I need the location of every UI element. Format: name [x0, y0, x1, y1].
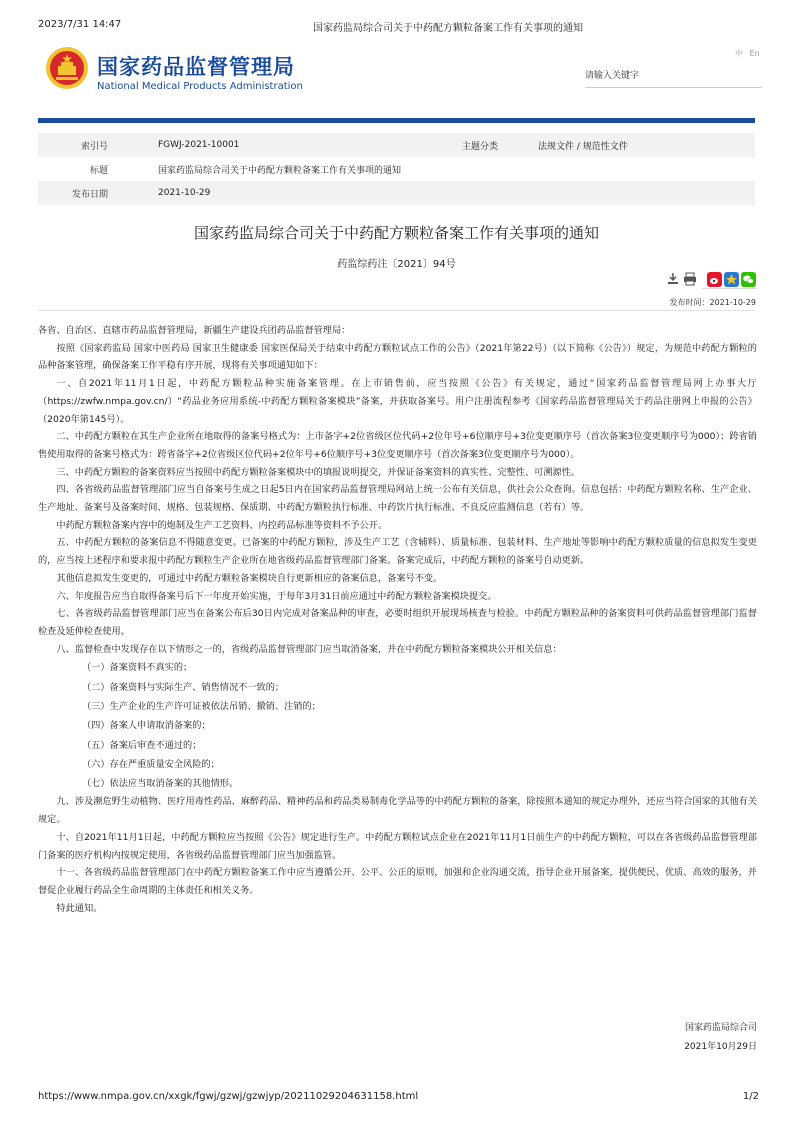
print-header	[38, 19, 759, 33]
date-label: 发布日期	[38, 181, 158, 205]
search-input[interactable]: 请输入关键字	[585, 71, 640, 81]
site-logo[interactable]	[45, 46, 345, 96]
list-item: （三）生产企业的生产许可证被依法吊销、撤销、注销的；	[82, 700, 321, 712]
body-paragraph: 三、中药配方颗粒的备案资料应当按照中药配方颗粒备案模块中的填报说明提交，并保证备案资料的真实性、完整性、可溯源性。	[56, 466, 581, 478]
category-label: 主题分类	[418, 133, 538, 157]
national-emblem-icon	[45, 46, 89, 90]
body-paragraph: 特此通知。	[56, 902, 103, 914]
body-paragraph: 五、中药配方颗粒的备案信息不得随意变更。已备案的中药配方颗粒，涉及生产工艺（含辅料）、质量标准、包装材料、生产地址等影响中药配方颗粒质量的信息拟发生变更的，应当按上述程序和要求报中药配方颗粒生产企业所在地省级药品监督管理部门备案。备案完成后，中药配方颗粒的备案号自动更新。	[38, 537, 757, 567]
document-body	[38, 322, 757, 917]
sign-date: 2021年10月29日	[684, 1042, 757, 1052]
list-item: （七）依法应当取消备案的其他情形。	[82, 778, 239, 790]
lang-en-link[interactable]: En	[749, 49, 760, 58]
language-switch	[731, 48, 760, 59]
print-datetime: 2023/7/31 14:47	[38, 19, 122, 30]
lang-zh-link[interactable]: 中	[735, 49, 743, 58]
toolbar-divider	[702, 288, 757, 289]
share-toolbar	[667, 272, 757, 288]
list-item: （六）存在严重质量安全风险的；	[82, 758, 220, 770]
body-paragraph: 十一、各省级药品监督管理部门在中药配方颗粒备案工作中应当遵循公开、公平、公正的原则，加强和企业沟通交流，指导企业开展备案，提供便民、优质、高效的服务，并督促企业履行药品全生命周期的主体责任和相关义务。	[38, 867, 757, 896]
weibo-share-icon[interactable]	[707, 272, 722, 287]
body-paragraph: 七、各省级药品监督管理部门应当在备案公布后30日内完成对备案品种的审查，必要时组织开展现场核查与检验。中药配方颗粒品种的备案资料可供药品监督管理部门监督检查及延伸检查使用。	[38, 608, 757, 637]
meta-row	[38, 157, 755, 181]
date-value: 2021-10-29	[158, 181, 755, 205]
addressee: 各省、自治区、直辖市药品监督管理局，新疆生产建设兵团药品监督管理局：	[38, 325, 351, 336]
site-name-en: National Medical Products Administration	[97, 81, 303, 92]
meta-row	[38, 181, 755, 205]
document-meta-table	[38, 133, 755, 205]
body-paragraph: 八、监督检查中发现存在以下情形之一的，省级药品监督管理部门应当取消备案，并在中药配方颗粒备案模块公开相关信息：	[56, 643, 562, 655]
document-number: 药监综药注〔2021〕94号	[337, 259, 456, 270]
body-paragraph: 九、涉及濒危野生动植物、医疗用毒性药品、麻醉药品、精神药品和药品类易制毒化学品等的中药配方颗粒的备案，除按照本通知的规定办理外，还应当符合国家的其他有关规定。	[38, 796, 757, 826]
index-label: 索引号	[38, 133, 158, 157]
meta-row	[38, 133, 755, 157]
page-number: 1/2	[742, 1091, 759, 1102]
category-value: 法规文件 / 规范性文件	[538, 133, 755, 157]
list-item: （二）备案资料与实际生产、销售情况不一致的；	[82, 681, 285, 693]
body-paragraph: 二、中药配方颗粒在其生产企业所在地取得的备案号格式为：上市备字+2位省级区位代码+2位年号+6位顺序号+3位变更顺序号（首次备案3位变更顺序号为000）；跨省销售使用取得的备案号格式为：跨省备字+2位省级区位代码+2位年号+6位顺序号+3位变更顺序号（首次备案3位变更顺序号为000）。	[38, 431, 757, 460]
body-paragraph: 中药配方颗粒备案内容中的炮制及生产工艺资料、内控药品标准等资料不予公开。	[56, 519, 388, 531]
search-box[interactable]	[585, 63, 762, 88]
print-page-title: 国家药监局综合司关于中药配方颗粒备案工作有关事项的通知	[313, 23, 583, 34]
list-item: （五）备案后审查不通过的；	[82, 739, 202, 751]
index-value: FGWJ-2021-10001	[158, 133, 418, 157]
title-value: 国家药监局综合司关于中药配方颗粒备案工作有关事项的通知	[158, 165, 402, 176]
body-paragraph: 六、年度报告应当自取得备案号后下一年度开始实施，于每年3月31日前应通过中药配方颗粒备案模块提交。	[56, 590, 497, 602]
list-item: （一）备案资料不真实的；	[82, 662, 193, 674]
signature: 国家药监局综合司	[684, 1023, 757, 1033]
document-title: 国家药监局综合司关于中药配方颗粒备案工作有关事项的通知	[193, 224, 599, 242]
site-name-cn: 国家药品监督管理局	[97, 55, 295, 79]
list-item: （四）备案人申请取消备案的；	[82, 720, 211, 732]
download-icon[interactable]	[667, 272, 679, 286]
title-label: 标题	[89, 165, 108, 176]
print-icon[interactable]	[683, 272, 697, 286]
body-paragraph: 按照《国家药监局 国家中医药局 国家卫生健康委 国家医保局关于结束中药配方颗粒试点工作的公告》（2021年第22号）（以下简称《公告》）规定，为规范中药配方颗粒的品种备案管理，确保备案工作平稳有序开展，现将有关事项通知如下：	[38, 342, 757, 372]
publish-time: 发布时间：2021-10-29	[669, 298, 756, 307]
header-divider-bar	[38, 118, 755, 123]
qzone-share-icon[interactable]	[724, 272, 739, 287]
body-paragraph: 一、自2021年11月1日起，中药配方颗粒品种实施备案管理。在上市销售前，应当按照《公告》有关规定，通过“国家药品监督管理局网上办事大厅（https://zwfw.nmpa.gov.cn/）“药品业务应用系统-中药配方颗粒备案模块”备案，并获取备案号。用户注册流程参考《国家药品监督管理局关于药品注册网上申报的公告》（2020年第145号）。	[38, 378, 757, 425]
page-url: https://www.nmpa.gov.cn/xxgk/fgwj/gzwj/gzwjyp/20211029204631158.html	[38, 1091, 419, 1102]
body-paragraph: 其他信息拟发生变更的，可通过中药配方颗粒备案模块自行更新相应的备案信息，备案号不变。	[56, 572, 443, 584]
content-divider	[38, 310, 755, 311]
wechat-share-icon[interactable]	[741, 272, 756, 287]
body-paragraph: 十、自2021年11月1日起，中药配方颗粒应当按照《公告》规定进行生产。中药配方颗粒试点企业在2021年11月1日前生产的中药配方颗粒，可以在各省级药品监督管理部门备案的医疗机构内按规定使用，各省级药品监督管理部门应当加强监管。	[38, 831, 757, 861]
body-paragraph: 四、各省级药品监督管理部门应当自备案号生成之日起5日内在国家药品监督管理局网站上统一公布有关信息，供社会公众查询。信息包括：中药配方颗粒名称、生产企业、生产地址、备案号及备案时间、规格、包装规格、保质期、中药配方颗粒执行标准、中药饮片执行标准、不良反应监测信息（若有）等。	[38, 484, 757, 514]
search-icon[interactable]	[746, 68, 758, 80]
